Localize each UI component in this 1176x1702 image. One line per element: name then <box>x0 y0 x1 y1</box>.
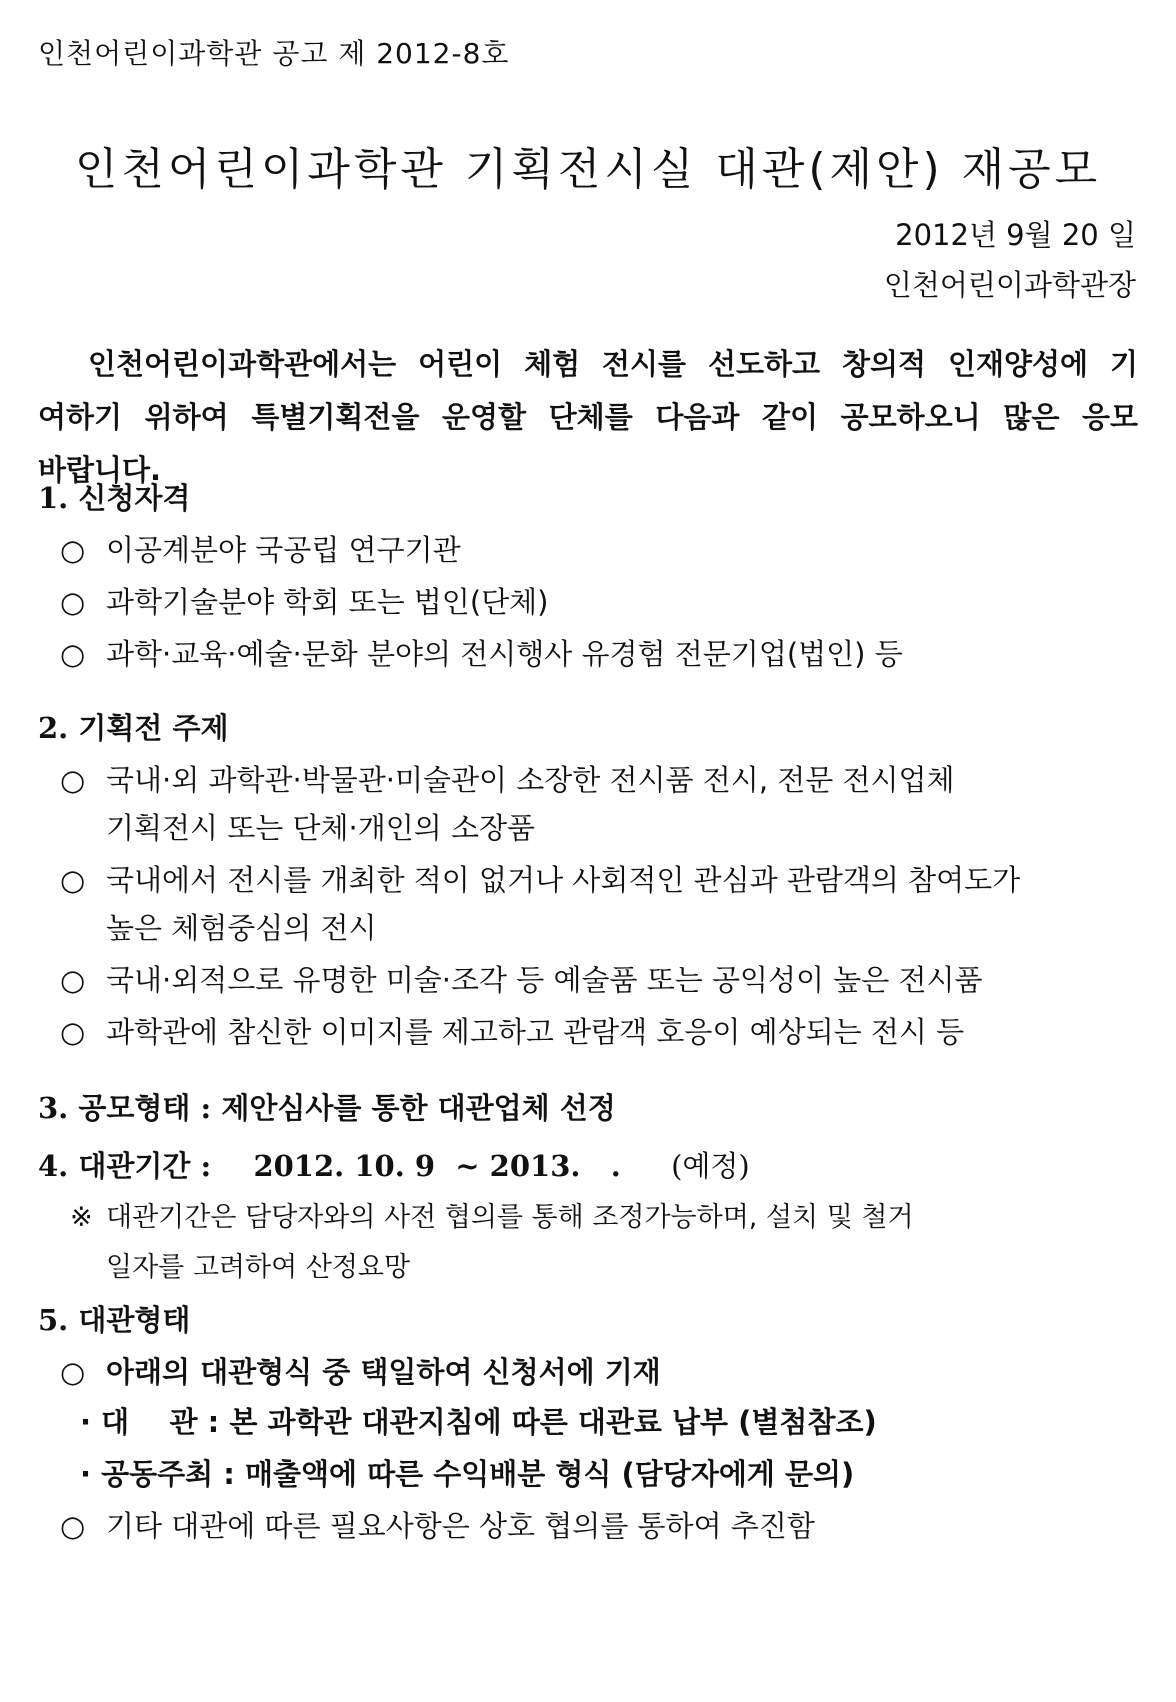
section4-note-continued: 일자를 고려하여 산정요망 <box>106 1252 411 1283</box>
tentative-label: (예정) <box>671 1149 750 1183</box>
intro-paragraph: 인천어린이과학관에서는 어린이 체험 전시를 선도하고 창의적 인재양성에 기여하기 위하여 특별기획전을 운영할 단체를 다음과 같이 공모하오니 많은 응모 바랍니다. <box>38 347 1138 487</box>
bullet-icon: ○ <box>60 1509 86 1543</box>
bullet-icon: ○ <box>60 1355 86 1389</box>
section4-note: ※ 대관기간은 담당자와의 사전 협의를 통해 조정가능하며, 설치 및 철거 <box>70 1200 914 1236</box>
section5-item: ○ 아래의 대관형식 중 택일하여 신청서에 기재 <box>60 1355 661 1389</box>
section4-heading <box>38 1148 750 1184</box>
bullet-icon: ○ <box>60 863 86 897</box>
section2-item: ○ 국내에서 전시를 개최한 적이 없거나 사회적인 관심과 관람객의 참여도가 <box>60 863 1021 897</box>
section1-item: ○ 이공계분야 국공립 연구기관 <box>60 533 461 567</box>
bullet-icon: ○ <box>60 637 86 671</box>
section2-item-continued: 기획전시 또는 단체·개인의 소장품 <box>106 811 536 845</box>
section1-item: ○ 과학기술분야 학회 또는 법인(단체) <box>60 585 549 619</box>
section2-heading: 2. 기획전 주제 <box>38 711 229 745</box>
notice-number: 인천어린이과학관 공고 제 2012-8호 <box>38 37 510 70</box>
note-mark-icon: ※ <box>70 1202 93 1233</box>
section4-label: 4. 대관기간 : <box>38 1149 212 1183</box>
section2-item: ○ 국내·외 과학관·박물관·미술관이 소장한 전시품 전시, 전문 전시업체 <box>60 763 955 797</box>
rental-period: 2012. 10. 9 ~ 2013. . <box>253 1149 621 1183</box>
bullet-icon: ○ <box>60 963 86 997</box>
section2-item: ○ 과학관에 참신한 이미지를 제고하고 관람객 호응이 예상되는 전시 등 <box>60 1015 965 1049</box>
section5-heading: 5. 대관형태 <box>38 1303 191 1337</box>
section5-sub-item: · 대 관 : 본 과학관 대관지침에 따른 대관료 납부 (별첨참조) <box>80 1405 877 1439</box>
bullet-icon: ○ <box>60 585 86 619</box>
section5-sub-item: · 공동주최 : 매출액에 따른 수익배분 형식 (담당자에게 문의) <box>80 1457 855 1491</box>
section5-item: ○ 기타 대관에 따른 필요사항은 상호 협의를 통하여 추진함 <box>60 1509 815 1543</box>
sub-item-label: · 공동주최 : <box>80 1457 235 1491</box>
section1-heading: 1. 신청자격 <box>38 481 191 515</box>
notice-date: 2012년 9월 20 일 <box>895 218 1136 252</box>
bullet-icon: ○ <box>60 1015 86 1049</box>
section2-item-continued: 높은 체험중심의 전시 <box>106 911 377 945</box>
section2-item: ○ 국내·외적으로 유명한 미술·조각 등 예술품 또는 공익성이 높은 전시품 <box>60 963 983 997</box>
issuer: 인천어린이과학관장 <box>883 268 1136 302</box>
bullet-icon: ○ <box>60 533 86 567</box>
page-title: 인천어린이과학관 기획전시실 대관(제안) 재공모 <box>74 144 1102 195</box>
section1-item: ○ 과학·교육·예술·문화 분야의 전시행사 유경험 전문기업(법인) 등 <box>60 637 903 671</box>
sub-item-label: · 대 관 : <box>80 1405 220 1439</box>
section3-heading: 3. 공모형태 : 제안심사를 통한 대관업체 선정 <box>38 1091 616 1125</box>
bullet-icon: ○ <box>60 763 86 797</box>
